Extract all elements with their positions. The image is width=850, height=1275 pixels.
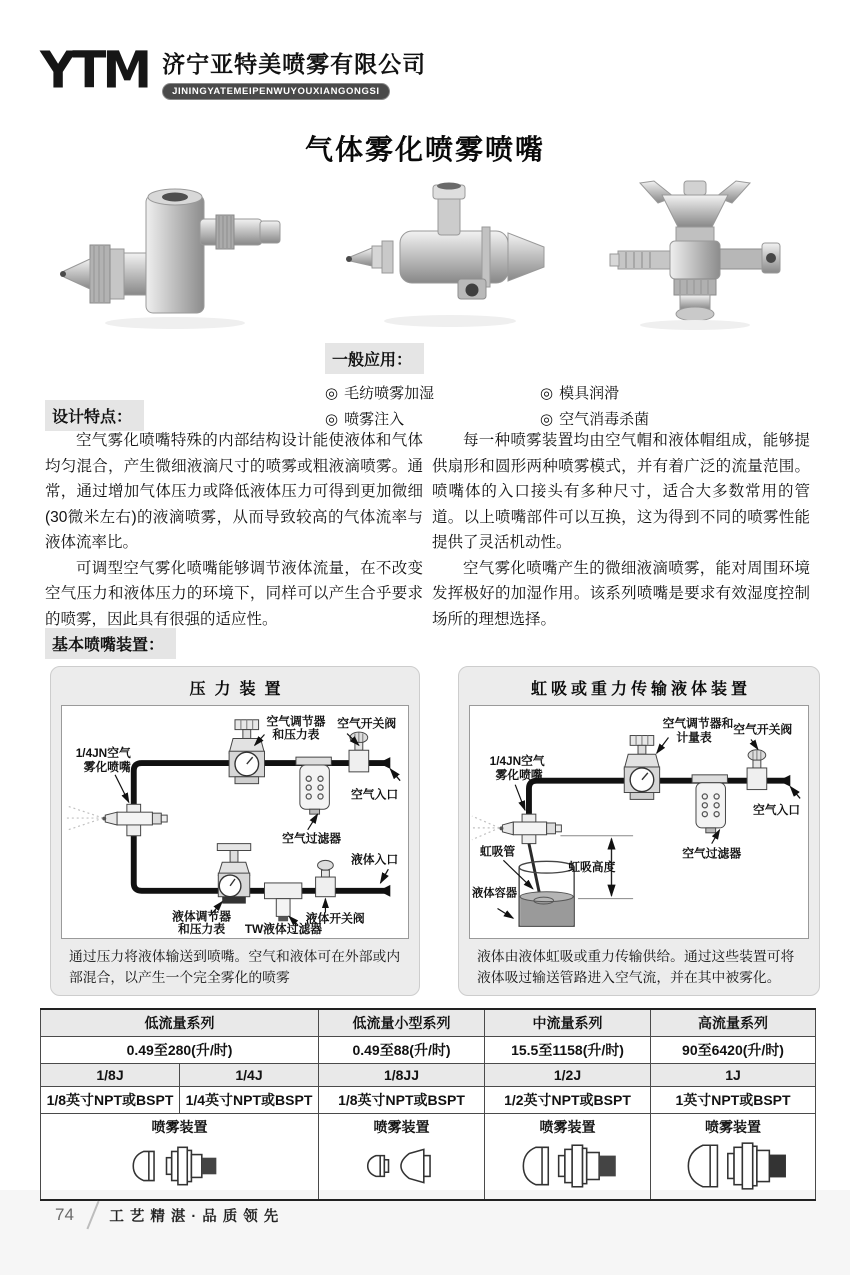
connection-size: 1英寸NPT或BSPT (651, 1087, 816, 1114)
connection-size: 1/8英寸NPT或BSPT (41, 1087, 180, 1114)
air-regulator-symbol (624, 736, 659, 800)
spray-device-drawing (120, 1139, 240, 1193)
applications-heading: 一般应用： (325, 343, 424, 374)
page-number: 74 (55, 1205, 74, 1224)
siphon-device-caption: 液体由液体虹吸或重力传输供给。通过这些装置可将液体吸过输送管路进入空气流，并在其中被雾化。 (477, 949, 795, 985)
design-features-heading: 设计特点： (45, 400, 144, 431)
air-filter-label: 空气过滤器 (282, 832, 342, 846)
air-inlet-arrow (390, 769, 400, 781)
nozzle-label: 1/4JN空气 (75, 747, 131, 761)
table-row-device (41, 1114, 816, 1201)
atomizing-nozzle-symbol (102, 804, 167, 835)
svg-text:和压力表: 和压力表 (272, 728, 320, 742)
footer-slogan: 工艺精湛·品质领先 (109, 1208, 285, 1225)
design-features-right-column (432, 428, 810, 632)
siphon-height-label: 虹吸高度 (568, 861, 616, 875)
paragraph: 可调型空气雾化喷嘴能够调节液体流量，在不改变空气压力和液体压力的环境下，同样可以产生合乎要求的喷雾，因此具有很强的适应性。 (45, 559, 423, 628)
air-valve-label: 空气开关阀 (337, 717, 397, 731)
device-label: 喷雾装置 (151, 1119, 208, 1135)
device-label: 喷雾装置 (373, 1119, 430, 1135)
page-title: 气体雾化喷雾喷嘴 (304, 134, 545, 165)
connection-size: 1/2英寸NPT或BSPT (485, 1087, 651, 1114)
pressure-device-diagram (61, 705, 409, 939)
air-regulator-symbol (229, 720, 264, 784)
svg-text:计量表: 计量表 (676, 731, 712, 745)
liquid-regulator-label: 液体调节器 (172, 910, 231, 924)
applications-list (325, 382, 805, 429)
model-code: 1/2J (485, 1064, 651, 1087)
svg-text:雾化喷嘴: 雾化喷嘴 (83, 760, 131, 774)
svg-text:和压力表: 和压力表 (177, 923, 226, 937)
series-header: 中流量系列 (485, 1009, 651, 1037)
air-regulator-label: 空气调节器 (266, 715, 326, 729)
pressure-device-box (50, 666, 420, 996)
nozzle-photo-1 (50, 173, 300, 333)
flow-range: 15.5至1158(升/时) (485, 1037, 651, 1064)
air-regulator-label: 空气调节器和 (662, 717, 734, 731)
double-circle-bullet-icon: ◎ (325, 411, 339, 428)
table-row-flow-range (41, 1037, 816, 1064)
liquid-regulator-symbol (217, 844, 250, 904)
series-table-section (40, 1008, 815, 1201)
design-features-left-column (45, 428, 423, 632)
air-inlet-arrow (790, 787, 800, 799)
air-filter-label: 空气过滤器 (682, 847, 742, 861)
liquid-valve-symbol (316, 860, 336, 896)
siphon-tube-label: 虹吸管 (479, 845, 516, 859)
atomizing-nozzle-symbol (499, 814, 561, 843)
siphon-device-box (458, 666, 820, 996)
air-flow-arrow (379, 757, 391, 769)
paragraph: 空气雾化喷嘴产生的微细液滴喷雾，能对周围环境发挥极好的加湿作用。该系列喷嘴是要求有效湿度控制场所的理想选择。 (432, 559, 810, 628)
pressure-device-caption: 通过压力将液体输送到喷嘴。空气和液体可在外部或内部混合，以产生一个完全雾化的喷雾 (69, 949, 401, 985)
table-row-connection (41, 1087, 816, 1114)
basic-setup-heading: 基本喷嘴装置： (45, 628, 176, 659)
siphon-device-title: 虹吸或重力传输液体装置 (530, 681, 751, 698)
liquid-container-symbol (519, 861, 574, 926)
company-name-pinyin-badge: JININGYATEMEIPENWUYOUXIANGONGSI (162, 83, 390, 100)
series-header: 高流量系列 (651, 1009, 816, 1037)
model-code: 1/4J (180, 1064, 319, 1087)
nozzle-photo-2 (330, 173, 560, 333)
flow-range: 0.49至280(升/时) (41, 1037, 319, 1064)
footer-divider (86, 1201, 99, 1229)
siphon-device-diagram (469, 705, 809, 939)
model-code: 1/8J (41, 1064, 180, 1087)
paragraph: 空气雾化喷嘴特殊的内部结构设计能使液体和气体均匀混合，产生微细液滴尺寸的喷雾或粗液滴喷雾。通常，通过增加气体压力或降低液体压力可得到更加微细(30微米左右)的液滴喷雾，从而导致较高的气体流率与液体流率比。 (45, 432, 423, 551)
air-flow-arrow (779, 775, 791, 787)
liquid-inlet-arrow (380, 869, 388, 883)
pressure-device-title: 压力装置 (189, 681, 290, 698)
spray-device-drawing (342, 1139, 462, 1193)
liquid-valve-label: 液体开关阀 (305, 912, 365, 926)
double-circle-bullet-icon: ◎ (325, 385, 339, 402)
nozzle-label: 1/4JN空气 (489, 755, 545, 769)
applications-section (325, 343, 805, 429)
spray-pattern (66, 806, 103, 830)
device-label: 喷雾装置 (705, 1119, 761, 1135)
header (40, 40, 427, 100)
list-item: ◎ 毛纺喷雾加湿 (325, 385, 435, 402)
nozzle-photo-3 (590, 173, 800, 333)
ytm-logo: YTM (40, 40, 149, 100)
double-circle-bullet-icon: ◎ (540, 385, 554, 402)
connection-size: 1/4英寸NPT或BSPT (180, 1087, 319, 1114)
tw-liquid-filter-symbol (264, 883, 301, 921)
device-label: 喷雾装置 (539, 1119, 596, 1135)
spray-pattern (472, 816, 500, 840)
tw-filter-label: TW液体过滤器 (244, 923, 323, 937)
spray-device-drawing (508, 1139, 628, 1193)
table-row-series (41, 1009, 816, 1037)
svg-text:雾化喷嘴: 雾化喷嘴 (495, 768, 543, 782)
liquid-flow-arrow (379, 885, 391, 897)
product-photos (50, 172, 800, 334)
list-item: ◎ 模具润滑 (540, 385, 620, 402)
liquid-container-label: 液体容器 (471, 887, 518, 900)
paragraph: 每一种喷雾装置均由空气帽和液体帽组成，能够提供扇形和圆形两种喷雾模式，并有着广泛的流量范围。喷嘴体的入口接头有多种尺寸，适合大多数常用的管道。以上喷嘴部件可以互换，这为得到不同的喷雾性能提供了灵活机动性。 (432, 432, 810, 551)
list-item: ◎ 空气消毒杀菌 (540, 411, 650, 428)
series-header: 低流量小型系列 (319, 1009, 485, 1037)
connection-size: 1/8英寸NPT或BSPT (319, 1087, 485, 1114)
series-table (40, 1008, 816, 1201)
company-name: 济宁亚特美喷雾有限公司 (162, 51, 427, 77)
spray-device-drawing (673, 1139, 793, 1193)
table-row-model (41, 1064, 816, 1087)
flow-range: 90至6420(升/时) (651, 1037, 816, 1064)
footer (55, 1200, 284, 1230)
air-inlet-label: 空气入口 (752, 804, 801, 818)
air-valve-label: 空气开关阀 (733, 723, 793, 737)
liquid-pipe (134, 832, 387, 891)
double-circle-bullet-icon: ◎ (540, 411, 554, 428)
series-header: 低流量系列 (41, 1009, 319, 1037)
air-inlet-label: 空气入口 (350, 788, 399, 802)
model-code: 1J (651, 1064, 816, 1087)
air-valve-symbol (747, 750, 767, 790)
model-code: 1/8JJ (319, 1064, 485, 1087)
list-item: ◎ 喷雾注入 (325, 411, 405, 428)
flow-range: 0.49至88(升/时) (319, 1037, 485, 1064)
liquid-inlet-label: 液体入口 (350, 853, 399, 867)
